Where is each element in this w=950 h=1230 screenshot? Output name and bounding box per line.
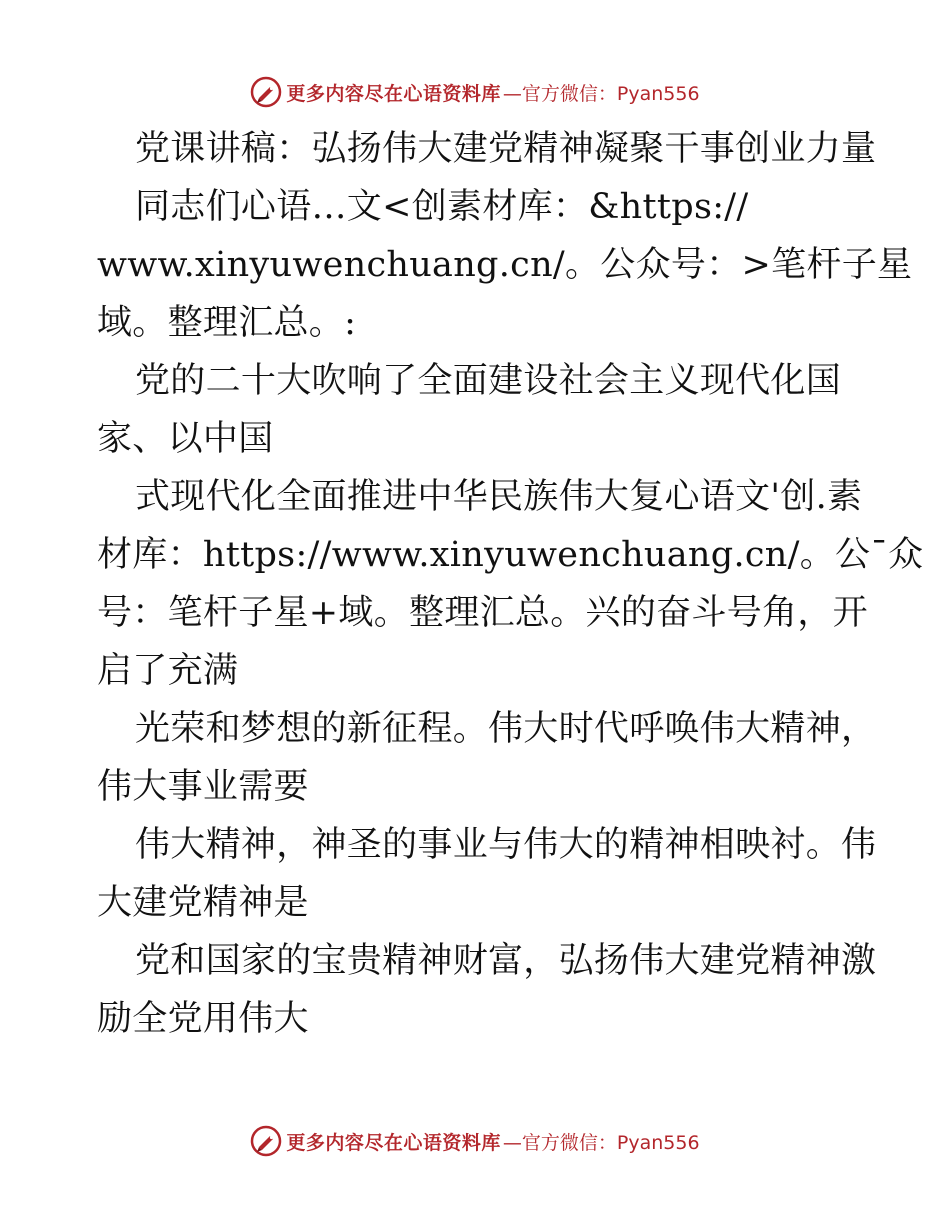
paragraph-line: 号：笔杆子星+域。整理汇总。兴的奋斗号角，开 [97,593,868,633]
paragraph-line: www.xinyuwenchuang.cn/。公众号：>笔杆子星 [97,245,913,285]
paragraph-line: 党和国家的宝贵精神财富，弘扬伟大建党精神激 [135,941,877,981]
paragraph-line: 式现代化全面推进中华民族伟大复心语文'创.素 [135,477,863,517]
header-watermark-banner [0,72,950,112]
banner-wechat-text: —官方微信：Pyan556 [502,1131,700,1154]
paragraph-line: 伟大精神，神圣的事业与伟大的精神相映衬。伟 [135,825,877,865]
paragraph-line: 伟大事业需要 [97,767,309,807]
pen-logo-icon [250,1125,282,1157]
paragraph-line: 励全党用伟大 [97,999,309,1039]
paragraph-line: 家、以中国 [97,419,274,459]
document-title-line: 党课讲稿：弘扬伟大建党精神凝聚干事创业力量 [135,129,877,169]
banner-wechat-text: —官方微信：Pyan556 [502,82,700,105]
pen-logo-icon [250,76,282,108]
paragraph-line: 光荣和梦想的新征程。伟大时代呼唤伟大精神， [135,709,877,749]
paragraph-line: 启了充满 [97,651,239,691]
banner-main-text: 更多内容尽在心语资料库 [286,82,501,105]
footer-watermark-banner [0,1121,950,1161]
paragraph-line: 材库：https://www.xinyuwenchuang.cn/。公¯众 [97,535,924,575]
paragraph-line: 大建党精神是 [97,883,309,923]
paragraph-line: 党的二十大吹响了全面建设社会主义现代化国 [135,361,842,401]
banner-main-text: 更多内容尽在心语资料库 [286,1131,501,1154]
paragraph-line: 域。整理汇总。: [97,303,357,343]
paragraph-line: 同志们心语…文<创素材库：&https:// [135,187,749,227]
document-body [97,120,924,1048]
